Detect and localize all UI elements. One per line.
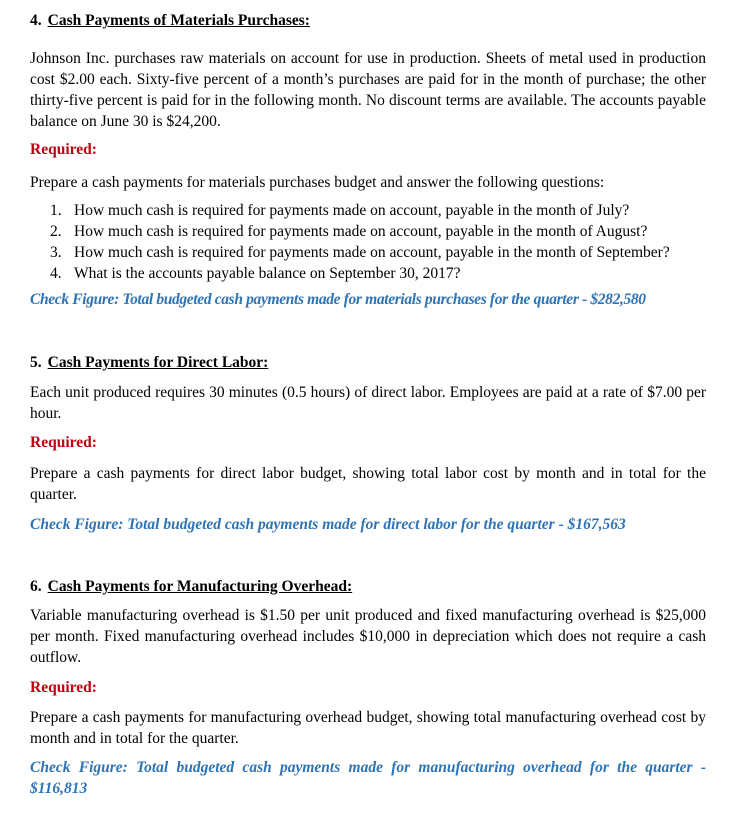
section-6-instruction: Prepare a cash payments for manufacturing overhead budget, showing total manufacturing overhead cost by month and in total for the quarter. (30, 709, 706, 747)
section-5-heading (30, 352, 706, 373)
section-4-questions-wrap (30, 200, 706, 284)
question-item (50, 242, 706, 263)
question-text: How much cash is required for payments made on account, payable in the month of July? (74, 202, 630, 219)
section-4-number: 4. (30, 12, 42, 29)
section-6-instruction-wrap (30, 707, 706, 749)
section-6-body (30, 605, 706, 668)
section-4-heading (30, 10, 706, 31)
question-item (50, 221, 706, 242)
question-number: 2. (50, 223, 62, 240)
question-text: What is the accounts payable balance on September 30, 2017? (74, 265, 461, 282)
question-item (50, 200, 706, 221)
section-6-required-label: Required: (30, 679, 97, 696)
section-5-title: Cash Payments for Direct Labor: (47, 354, 269, 371)
section-6-number: 6. (30, 578, 42, 595)
section-4-question-list (30, 200, 706, 284)
section-5-required-label: Required: (30, 434, 97, 451)
section-4-description: Johnson Inc. purchases raw materials on account for use in production. Sheets of metal used in production cost $2.00 each. Sixty-five percent of a month’s purchases are paid for in the month of purchase; the other thirty-five percent is paid for in the following month. No discount terms are available. The accounts payable balance on June 30 is $24,200. (30, 50, 706, 130)
section-6-heading (30, 576, 706, 597)
section-5-required-wrap (30, 432, 706, 453)
section-5-check-figure: Check Figure: Total budgeted cash payments made for direct labor for the quarter - $167,563 (30, 516, 626, 533)
question-item (50, 263, 706, 284)
section-4-instruction-wrap (30, 172, 706, 193)
section-4-check-figure: Check Figure: Total budgeted cash payments made for materials purchases for the quarter - $282,580 (30, 291, 646, 308)
section-5-instruction-wrap (30, 463, 706, 505)
question-number: 4. (50, 265, 62, 282)
section-4-title: Cash Payments of Materials Purchases: (47, 12, 310, 29)
section-5-number: 5. (30, 354, 42, 371)
section-4-required-wrap (30, 139, 706, 160)
section-4-check-wrap (30, 289, 706, 310)
section-5-instruction: Prepare a cash payments for direct labor budget, showing total labor cost by month and in total for the quarter. (30, 465, 706, 503)
section-4-body (30, 48, 706, 132)
section-6-description: Variable manufacturing overhead is $1.50 per unit produced and fixed manufacturing overhead is $25,000 per month. Fixed manufacturing overhead includes $10,000 in depreciation which does not require a cash outflow. (30, 607, 706, 666)
section-5-body (30, 382, 706, 424)
question-text: How much cash is required for payments made on account, payable in the month of August? (74, 223, 648, 240)
section-6-check-wrap (30, 757, 706, 799)
section-4 (30, 10, 706, 31)
section-5-description: Each unit produced requires 30 minutes (0.5 hours) of direct labor. Employees are paid at a rate of $7.00 per hour. (30, 384, 706, 422)
section-6-check-figure: Check Figure: Total budgeted cash payments made for manufacturing overhead for the quarter - $116,813 (30, 759, 706, 797)
section-4-instruction: Prepare a cash payments for materials purchases budget and answer the following questions: (30, 174, 605, 191)
question-number: 3. (50, 244, 62, 261)
section-6 (30, 576, 706, 597)
section-5-check-wrap (30, 514, 706, 535)
question-number: 1. (50, 202, 62, 219)
section-4-required-label: Required: (30, 141, 97, 158)
section-6-required-wrap (30, 677, 706, 698)
section-5 (30, 352, 706, 373)
section-6-title: Cash Payments for Manufacturing Overhead: (47, 578, 353, 595)
question-text: How much cash is required for payments made on account, payable in the month of September? (74, 244, 670, 261)
